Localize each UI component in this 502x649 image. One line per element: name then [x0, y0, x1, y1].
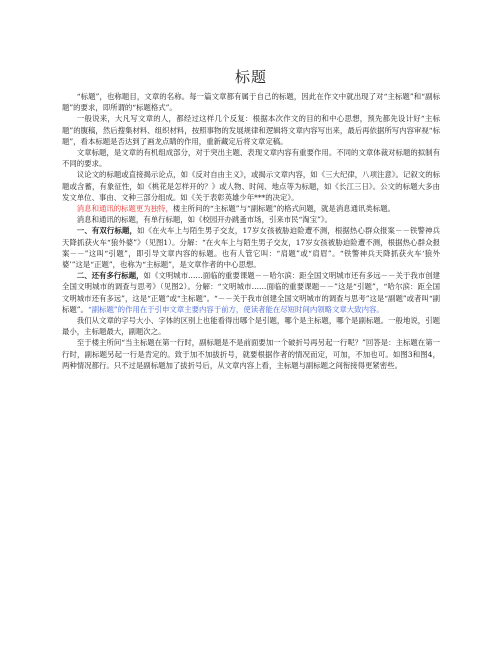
- paragraph-text-red: 消息和通讯的标题更为独特，: [76, 204, 173, 214]
- paragraph-text-blue: “副标题”的作用在于引申文章主要内容于前方，使读者能在尽短时间内领略文章大致内容。: [87, 304, 384, 314]
- document-page: [62, 66, 440, 371]
- paragraph-text-bold: 一、有双行标题，: [76, 226, 138, 236]
- paragraph: [62, 147, 440, 169]
- document-body: [62, 91, 440, 371]
- paragraph: [62, 113, 440, 147]
- paragraph-text-normal: 如《文明城市……面临的重要课题－－哈尔滨：距全国文明城市还有多远－－关于我市创建全国文明城市的调查与思考》（见图2）。分解：“文明城市……面临的重要课题－－”这是“引题”，“哈尔滨：距全国文明城市还有多远”，这是“正题”或“主标题”。“－－关于我市创建全国文明城市的调查与思考”这是“副题”或者叫“副标题”。: [62, 271, 440, 314]
- paragraph: [62, 214, 440, 225]
- paragraph: [62, 225, 440, 270]
- document-title: 标题: [234, 68, 267, 86]
- paragraph-text-normal: 如《在火车上与陌生男子交友，17岁女孩被胁迫险遭不测，根据热心群众报案－－铁警神兵天降抓获火车“狼外婆”》（见图1）。分解：“在火车上与陌生男子交友，17岁女孩被胁迫险遭不测，根据热心群众报案－－”这叫“引题”，即引导文章内容的标题。也有人管它叫：“肩题”或“肩眉”。“铁警神兵天降抓获火车‘狼外婆’”这是“正题”，也称为“主标题”，是文章作者的中心思想。: [62, 226, 440, 270]
- paragraph: [62, 270, 440, 315]
- paragraph: [62, 315, 440, 337]
- paragraph-text-normal: “标题”，也称题目，文章的名称。每一篇文章都有属于自己的标题，因此在作文中就出现了对“主标题”和“副标题”的要求，即所谓的“标题格式”。: [62, 92, 440, 113]
- paragraph-text-normal: 消息和通讯的标题，有单行标题，如《校园开办跳蚤市场，引来市民“淘宝”》。: [76, 215, 332, 225]
- paragraph-text-normal: 我们从文章的字号大小、字体的区别上也能看得出哪个是引题，哪个是主标题，哪个是副标题。一般地说，引题最小，主标题最大，副题次之。: [62, 316, 440, 337]
- paragraph-text-normal: 一般说来，大凡写文章的人，都经过这样几个反复：根据本次作文的目的和中心思想，预先都先设计好“主标题”的腹稿，然后搜集材料、组织材料，按照事物的发展规律和逻辑将文章内容写出来，最后再依据所写内容审视“标题”，看本标题是否达到了画龙点睛的作用，重新藏定后将文章定稿。: [62, 114, 440, 146]
- paragraph: [62, 169, 440, 203]
- paragraph-text-bold: 二、还有多行标题，: [76, 271, 144, 281]
- paragraph-text-normal: 议论文的标题或直接揭示论点，如《反对自由主义》，或揭示文章内容，如《三大纪律，八项注意》。记叙文的标题或含蓄，有象征性，如《桃花是怎样开的？》或人物、时间、地点等为标题，如《长江三日》。公文的标题大多由发文单位、事由、文种三部分组成。如《关于表彰英雄少年***的决定》。: [62, 170, 440, 202]
- paragraph: [62, 91, 440, 113]
- paragraph-text-normal: 至于楼主所问“当主标题在第一行时，副标题是不是前面要加一个破折号再另起一行呢？”回答是：主标题在第一行时，副标题另起一行是肯定的。致于加不加拔折号，就要根据作者的情况而定，可加，不加也可。如图3和图4，两种情况都行。只不过是副标题加了拔折号后，从文章内容上看，主标题与副标题之间衔接得更紧密些。: [62, 338, 440, 370]
- paragraph: [62, 337, 440, 371]
- paragraph-text-normal: 楼主所问的“主标题”与“副标题”的格式问题，就是消息通讯类标题。: [172, 204, 395, 214]
- paragraph: [62, 203, 440, 214]
- paragraph-text-normal: 文章标题，是文章的有机组成部分，对于突出主题、表现文章内容有重要作用。不同的文章体裁对标题的拟制有不同的要求。: [62, 148, 440, 169]
